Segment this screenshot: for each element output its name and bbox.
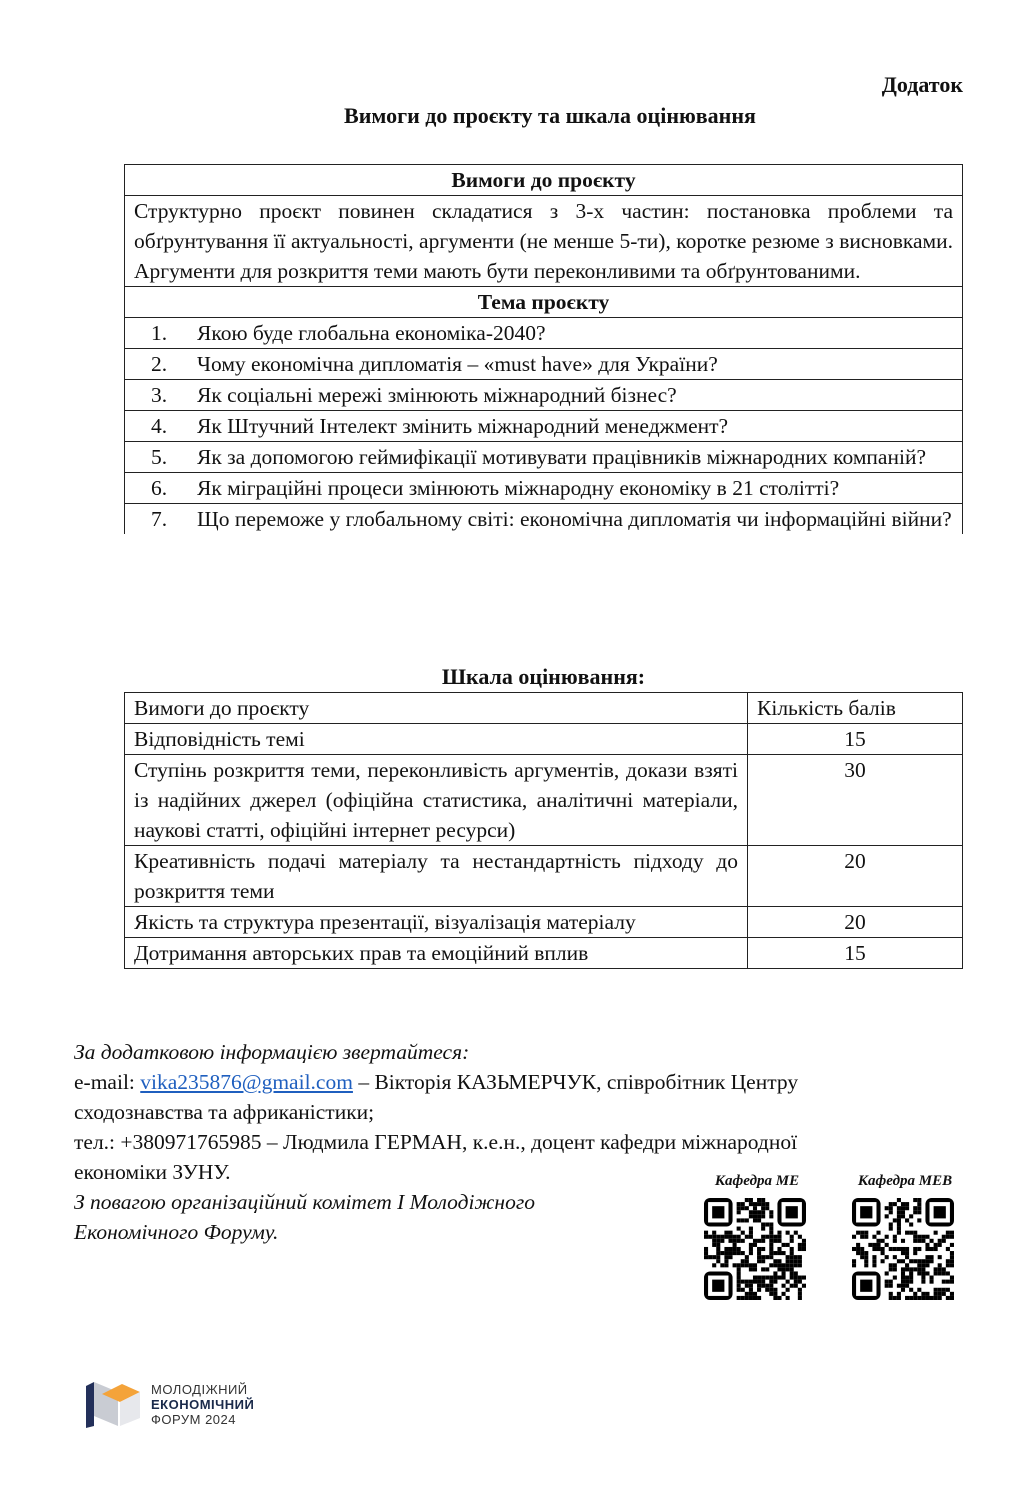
qr-label-mev: Кафедра МЕВ [857,1173,953,1189]
contact-phone-line: тел.: +380971765985 – Людмила ГЕРМАН, к.е.н., доцент кафедри міжнародної економіки ЗУНУ. [74,1130,798,1184]
topics-header: Тема проєкту [125,287,963,318]
requirements-table [124,164,963,534]
topic-row: 7. Що переможе у глобальному світі: економічна дипломатія чи інформаційні війни? [125,504,963,535]
contact-intro: За додатковою інформацією звертайтеся: [74,1040,470,1064]
topic-row: 4. Як Штучний Інтелект змінить міжнародний менеджмент? [125,411,963,442]
topic-row: 6. Як міграційні процеси змінюють міжнародну економіку в 21 столітті? [125,473,963,504]
email-link[interactable]: vika235876@gmail.com [140,1070,353,1094]
topic-row: 1. Якою буде глобальна економіка-2040? [125,318,963,349]
qr-code-me-icon[interactable] [704,1198,806,1300]
scale-criterion: Дотримання авторських прав та емоційний вплив [125,938,748,969]
topic-row: 5. Як за допомогою геймифікації мотивувати працівників міжнародних компаній? [125,442,963,473]
scale-points: 15 [748,724,963,755]
forum-logo-icon [78,1380,144,1430]
scale-criterion: Відповідність темі [125,724,748,755]
scale-table [124,692,963,969]
page-title: Вимоги до проєкту та шкала оцінювання [344,103,756,128]
forum-logo-text: МОЛОДІЖНИЙ ЕКОНОМІЧНИЙ ФОРУМ 2024 [151,1382,255,1427]
scale-points: 30 [748,755,963,846]
contact-email-line: e-mail: vika235876@gmail.com – Вікторія КАЗЬМЕРЧУК, співробітник Центру сходознавства та африканістики; [74,1070,799,1124]
appendix-label: Додаток [881,72,963,97]
qr-label-me: Кафедра МЕ [714,1173,800,1189]
scale-criterion: Ступінь розкриття теми, переконливість аргументів, докази взяті із надійних джерел (офіційна статистика, аналітичні матеріали, наукові статті, офіційні інтернет ресурси) [125,755,748,846]
requirements-header: Вимоги до проєкту [125,165,963,196]
scale-col-criterion-header: Вимоги до проєкту [125,693,748,724]
topic-row: 2. Чому економічна дипломатія – «must have» для України? [125,349,963,380]
scale-col-points-header: Кількість балів [748,693,963,724]
scale-points: 20 [748,907,963,938]
scale-criterion: Креативність подачі матеріалу та нестандартність підходу до розкриття теми [125,846,748,907]
topic-row: 3. Як соціальні мережі змінюють міжнародний бізнес? [125,380,963,411]
scale-points: 15 [748,938,963,969]
requirements-text: Структурно проєкт повинен складатися з 3-х частин: постановка проблеми та обґрунтування її актуальності, аргументи (не менше 5-ти), коротке резюме з висновками. Аргументи для розкриття теми мають бути переконливими та обґрунтованими. [125,196,963,287]
scale-criterion: Якість та структура презентації, візуалізація матеріалу [125,907,748,938]
scale-points: 20 [748,846,963,907]
closing-text: З повагою організаційний комітет І Молодіжного Економічного Форуму. [74,1190,535,1244]
qr-code-mev-icon[interactable] [852,1198,954,1300]
scale-title: Шкала оцінювання: [441,664,646,689]
